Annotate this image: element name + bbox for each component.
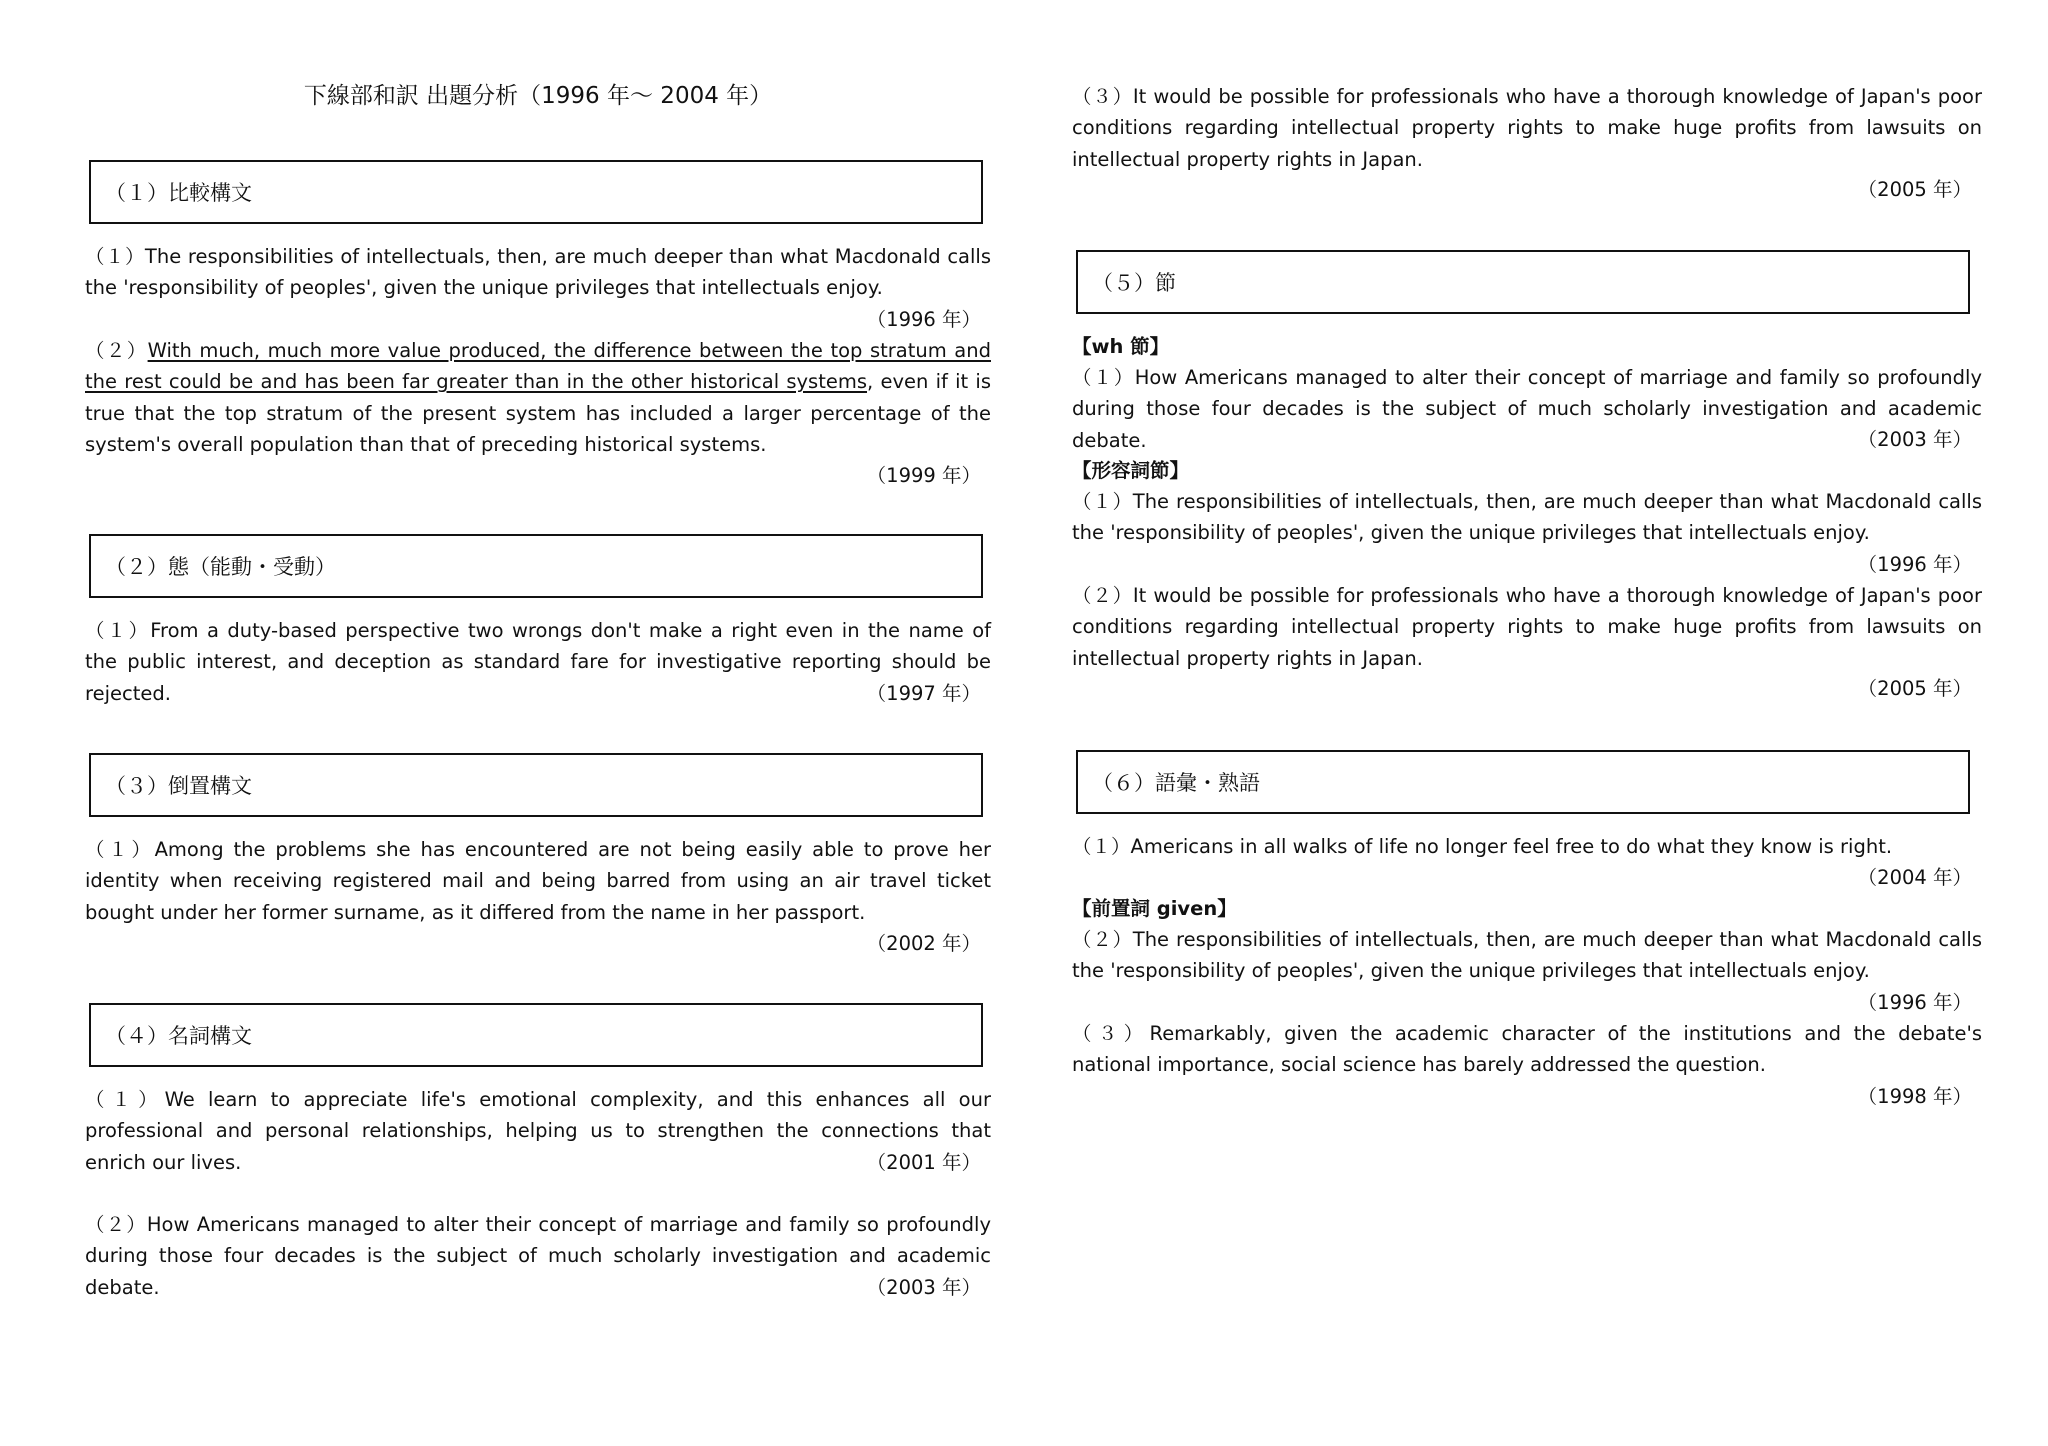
inversion-item-1: [85, 834, 991, 928]
item-number: （２）: [1072, 928, 1133, 951]
section-heading-voice: （２）態（能動・受動）: [89, 534, 983, 598]
item-text: Americans in all walks of life no longer feel free to do what they know is right.: [1130, 835, 1893, 858]
vocabulary-item-1: [1072, 831, 1982, 862]
item-number: （１）: [85, 1088, 165, 1111]
item-text: The responsibilities of intellectuals, then, are much deeper than what Macdonald calls the 'responsibility of peoples', given the unique privileges that intellectuals enjoy.: [1072, 490, 1982, 545]
item-text: How Americans managed to alter their concept of marriage and family so profoundly during those four decades is the subject of much scholarly investigation and academic debate.: [1072, 366, 1982, 452]
comparison-item-1: [85, 241, 991, 304]
item-text: From a duty-based perspective two wrongs don't make a right even in the name of the public interest, and deception as standard fare for investigative reporting should be rejected.: [85, 619, 991, 705]
item-number: （３）: [1072, 85, 1133, 108]
item-text: Among the problems she has encountered are not being easily able to prove her identity when receiving registered mail and being barred from using an air travel ticket bought under her former surname, as it differed from the name in her passport.: [85, 838, 991, 924]
item-text: Remarkably, given the academic character of the institutions and the debate's national importance, social science has barely addressed the question.: [1072, 1022, 1982, 1077]
item-year: （2001 年）: [866, 1151, 981, 1174]
page-title: 下線部和訳 出題分析（1996 年～ 2004 年）: [303, 83, 773, 109]
item-year: （2005 年）: [1857, 677, 1972, 700]
item-year: （2003 年）: [1857, 428, 1972, 451]
item-number: （１）: [85, 619, 151, 642]
clause-item-continued: [1072, 81, 1982, 175]
item-text: The responsibilities of intellectuals, then, are much deeper than what Macdonald calls the 'responsibility of peoples', given the unique privileges that intellectuals enjoy.: [85, 245, 991, 300]
wh-clause-item-1: [1072, 362, 1982, 456]
nominal-item-2: [85, 1209, 991, 1303]
item-year: （2002 年）: [866, 932, 981, 955]
item-number: （１）: [1072, 366, 1135, 389]
item-year: （2004 年）: [1857, 866, 1972, 889]
item-number: （１）: [1072, 835, 1131, 858]
item-text: The responsibilities of intellectuals, then, are much deeper than what Macdonald calls the 'responsibility of peoples', given the unique privileges that intellectuals enjoy.: [1072, 928, 1982, 983]
adjective-clause-item-2: [1072, 580, 1982, 674]
item-number: （３）: [1072, 1022, 1150, 1045]
section-heading-clause: （５）節: [1076, 250, 1970, 314]
section-heading-vocabulary: （６）語彙・熟語: [1076, 750, 1970, 814]
item-number: （１）: [1072, 490, 1133, 513]
item-year: （1996 年）: [1857, 991, 1972, 1014]
item-year: （1997 年）: [866, 682, 981, 705]
voice-item-1: [85, 615, 991, 709]
section-heading-nominal: （４）名詞構文: [89, 1003, 983, 1067]
item-number: （１）: [85, 838, 155, 861]
vocabulary-item-2: [1072, 924, 1982, 987]
comparison-item-2: [85, 335, 991, 460]
item-year: （2005 年）: [1857, 178, 1972, 201]
item-number: （１）: [85, 245, 145, 268]
item-text: How Americans managed to alter their concept of marriage and family so profoundly during those four decades is the subject of much scholarly investigation and academic debate.: [85, 1213, 991, 1299]
nominal-item-1: [85, 1084, 991, 1178]
adjective-clause-item-1: [1072, 486, 1982, 549]
item-text: It would be possible for professionals who have a thorough knowledge of Japan's poor conditions regarding intellectual property rights to make huge profits from lawsuits on intellectual property rights in Japan.: [1072, 584, 1982, 670]
item-text: We learn to appreciate life's emotional complexity, and this enhances all our professional and personal relationships, helping us to strengthen the connections that enrich our lives.: [85, 1088, 991, 1174]
item-year: （2003 年）: [866, 1276, 981, 1299]
subheading-adjective-clause: 【形容詞節】: [1072, 459, 1190, 482]
subheading-wh-clause: 【wh 節】: [1072, 335, 1170, 358]
item-number: （２）: [1072, 584, 1133, 607]
vocabulary-item-3: [1072, 1018, 1982, 1081]
item-year: （1999 年）: [866, 464, 981, 487]
item-year: （1996 年）: [866, 308, 981, 331]
subheading-preposition-given: 【前置詞 given】: [1072, 897, 1237, 920]
item-number: （２）: [85, 1213, 147, 1236]
item-year: （1998 年）: [1857, 1085, 1972, 1108]
underlined-text: With much, much more value produced, the difference between the top stratum and the rest could be and has been far greater than in the other historical systems: [85, 339, 991, 394]
item-text: It would be possible for professionals who have a thorough knowledge of Japan's poor conditions regarding intellectual property rights to make huge profits from lawsuits on intellectual property rights in Japan.: [1072, 85, 1982, 171]
section-heading-inversion: （３）倒置構文: [89, 753, 983, 817]
item-number: （２）: [85, 339, 148, 362]
section-heading-comparison: （１）比較構文: [89, 160, 983, 224]
item-text: , even if it is true that the top stratum of the present system has included a larger percentage of the system's overall population than that of preceding historical systems.: [85, 370, 992, 456]
item-year: （1996 年）: [1857, 553, 1972, 576]
